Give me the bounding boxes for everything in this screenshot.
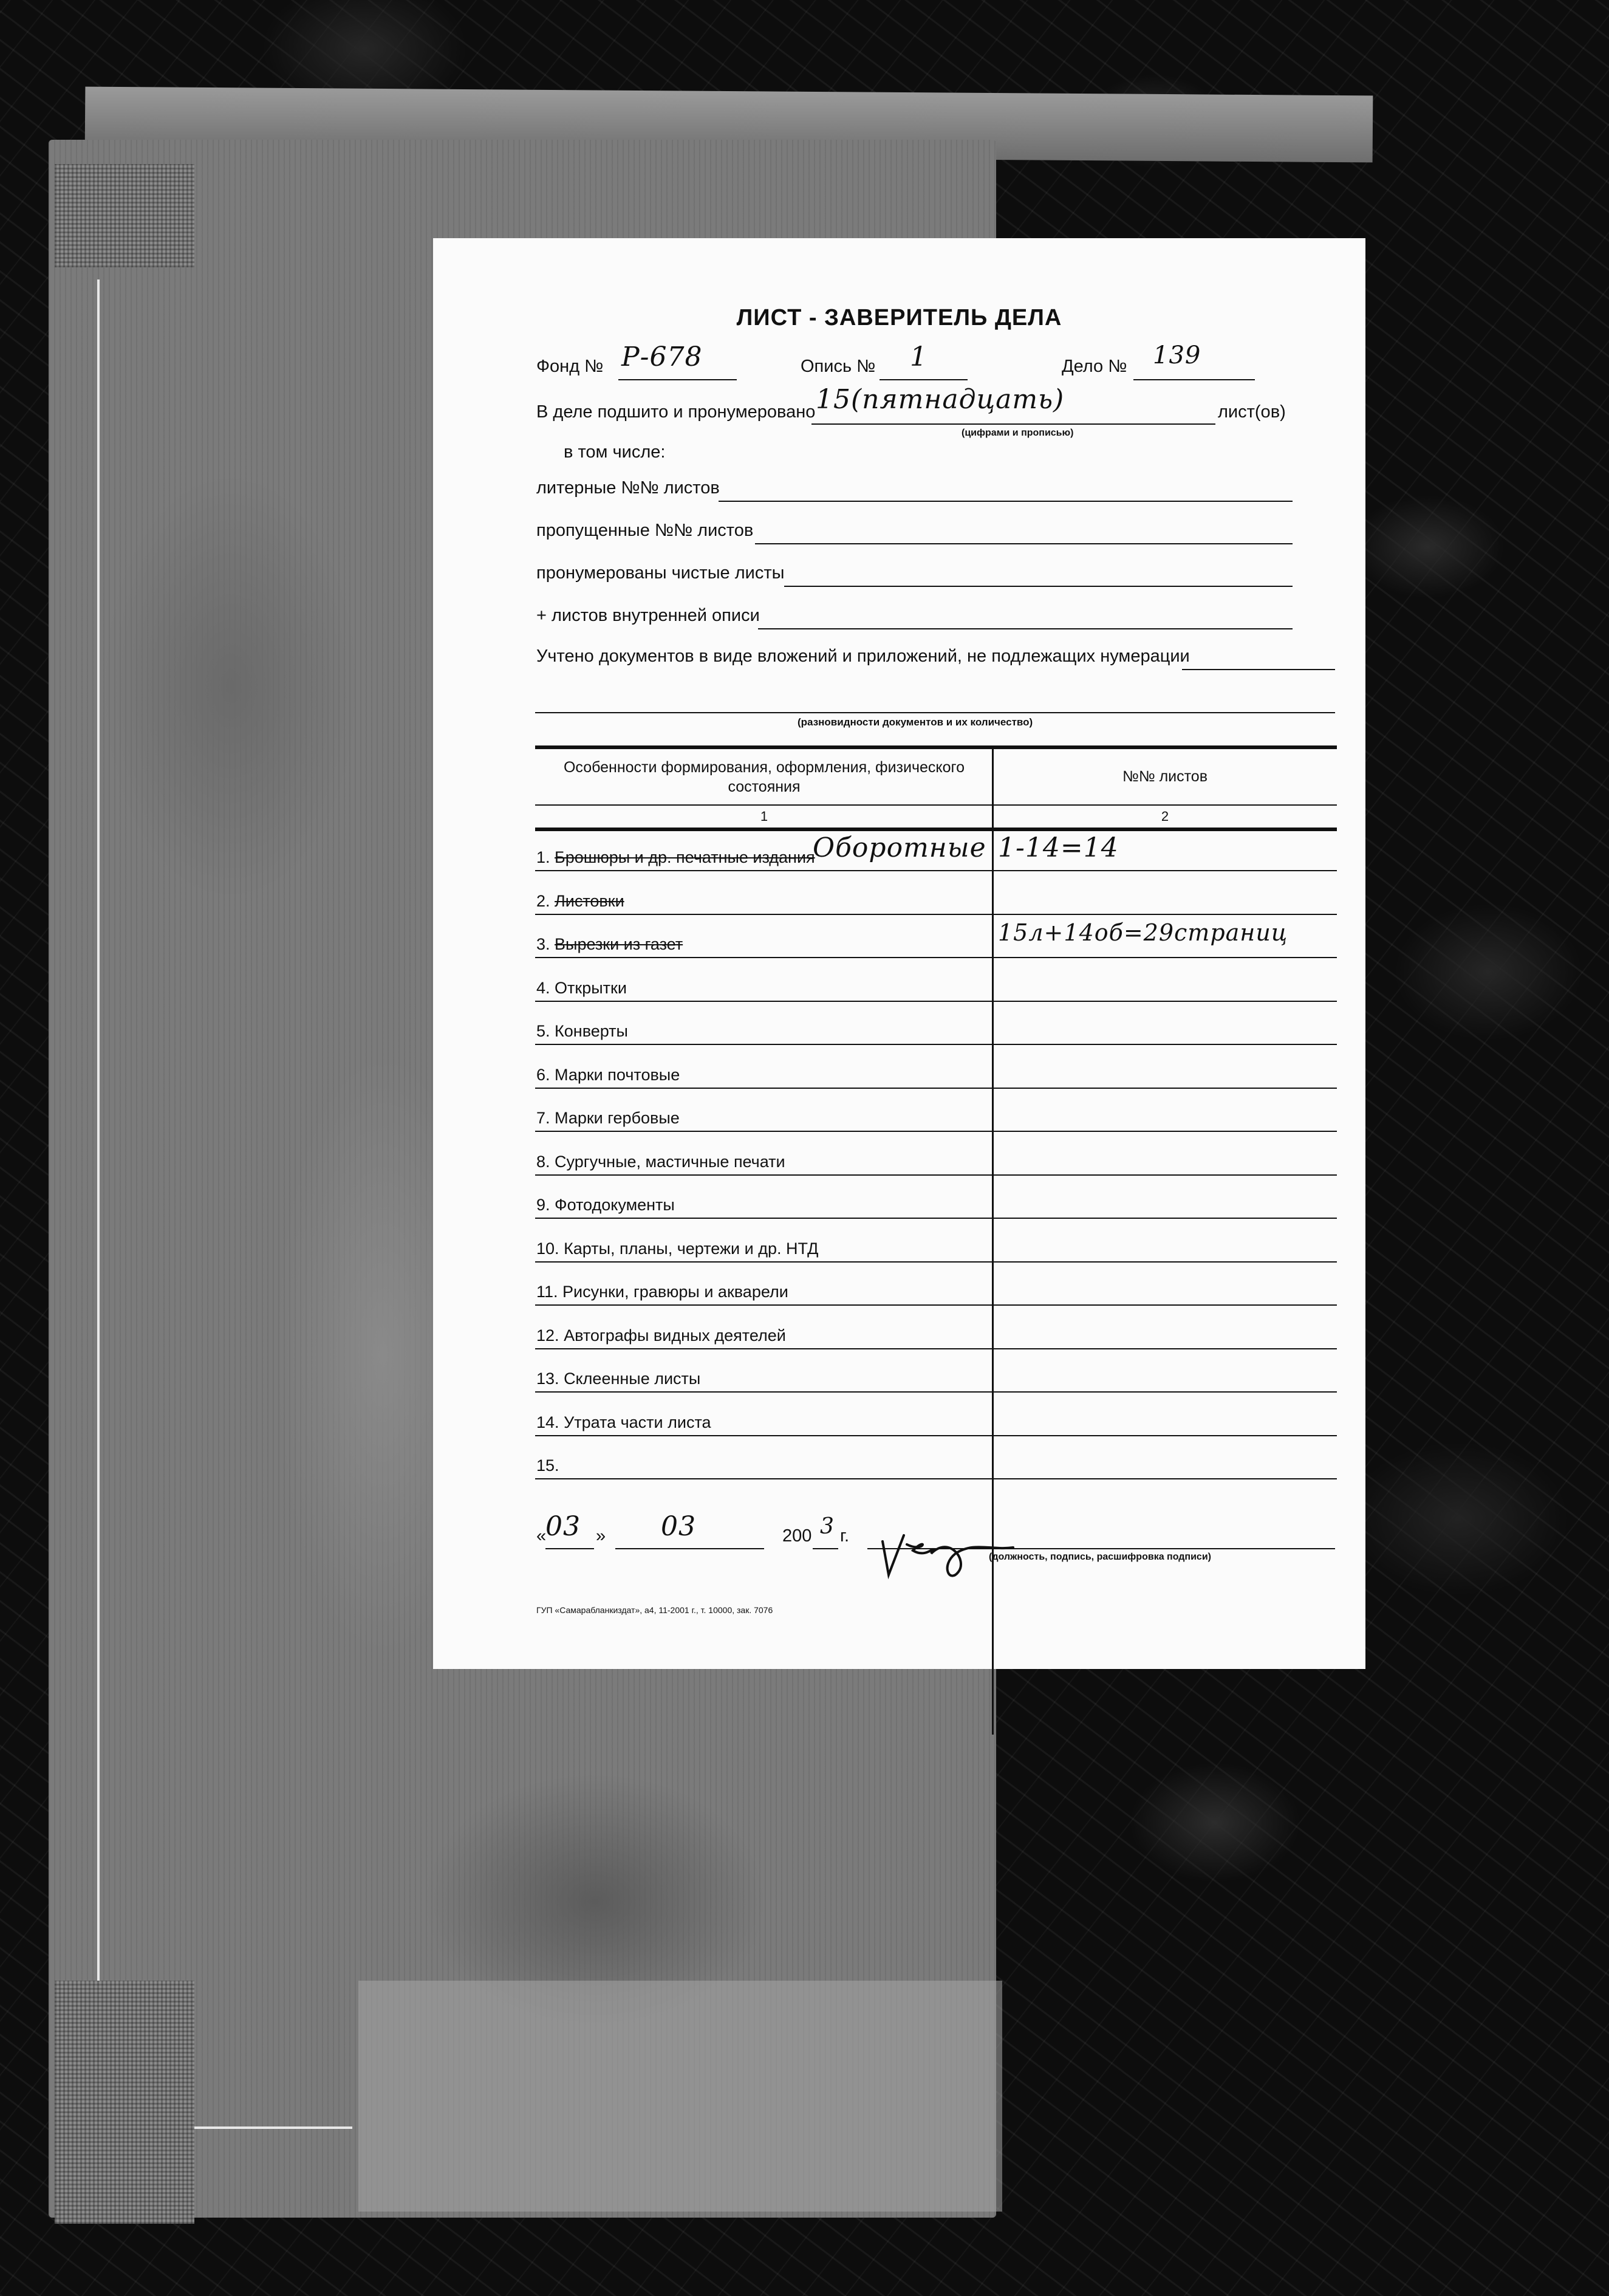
table-row-line (535, 1435, 1337, 1436)
table-row-label (536, 1283, 788, 1301)
date-day-line (545, 1548, 594, 1549)
opis-value: 1 (910, 341, 927, 372)
table-row-label (536, 1109, 680, 1128)
table-row-label (536, 1326, 786, 1345)
board-edge-line (97, 279, 100, 2139)
table-row-line (535, 1304, 1337, 1306)
table-row-line (535, 1088, 1337, 1089)
attached-docs-line-2 (535, 712, 1335, 713)
table-row-number: 13. (536, 1369, 559, 1388)
literal-sheets-line (719, 501, 1293, 502)
inner-inventory-line (758, 628, 1293, 629)
table-row-line (535, 1348, 1337, 1349)
delo-label: Дело № (1062, 357, 1127, 376)
table-top-border (535, 745, 1337, 749)
col2-header: №№ листов (1122, 768, 1208, 785)
table-row-text: Фотодокументы (555, 1196, 675, 1214)
table-row-number: 4. (536, 979, 550, 997)
date-open-quote: « (536, 1526, 547, 1546)
delo-value: 139 (1153, 341, 1201, 369)
table-row-line (535, 1174, 1337, 1176)
date-month: 03 (661, 1511, 696, 1542)
inner-inventory-label: + листов внутренней описи (536, 606, 760, 625)
table-row-number: 15. (536, 1456, 559, 1475)
table-row-text: Листовки (555, 892, 624, 910)
table-row-number: 8. (536, 1153, 550, 1171)
table-row-text: Брошюры и др. печатные издания (555, 848, 815, 866)
table-row-number: 12. (536, 1326, 559, 1345)
certification-sheet (433, 238, 1365, 1669)
table-row-label (536, 1066, 680, 1085)
including-label: в том числе: (564, 442, 666, 462)
printer-footer: ГУП «Самарабланкиздат», а4, 11-2001 г., т. 10000, зак. 7076 (536, 1605, 773, 1615)
date-year-suffix: 3 (820, 1514, 835, 1539)
table-row-number: 11. (536, 1283, 558, 1301)
table-row-line (535, 1131, 1337, 1132)
table-row-number: 6. (536, 1066, 550, 1084)
table-row-line (535, 1478, 1337, 1479)
literal-sheets-label: литерные №№ листов (536, 478, 720, 498)
attached-docs-label: Учтено документов в виде вложений и приложений, не подлежащих нумерации (536, 646, 1190, 666)
sewn-hint: (цифрами и прописью) (962, 428, 1074, 438)
col2-number: 2 (1161, 809, 1169, 824)
table-row-line (535, 1044, 1337, 1045)
table-row-text: Вырезки из газет (555, 935, 683, 953)
table-row-label (536, 935, 683, 954)
attached-docs-line (1182, 669, 1335, 670)
blank-sheets-label: пронумерованы чистые листы (536, 563, 785, 583)
table-row-label (536, 1239, 818, 1258)
table-row-handwritten-label: Оборотные (813, 832, 986, 863)
date-month-line (615, 1548, 764, 1549)
table-row-sheet-numbers: 15л+14об=29страниц (998, 919, 1288, 946)
table-row-label (536, 1369, 700, 1388)
table-row-text: Сургучные, мастичные печати (555, 1153, 785, 1171)
table-row-text: Марки гербовые (555, 1109, 680, 1127)
fabric-tape-bottom (55, 1981, 194, 2224)
delo-line (1133, 379, 1255, 380)
table-row-line (535, 1391, 1337, 1393)
table-row-text: Марки почтовые (555, 1066, 680, 1084)
table-row-line (535, 914, 1337, 915)
table-row-text: Конверты (555, 1022, 628, 1040)
table-row-label (536, 1413, 711, 1432)
missed-sheets-label: пропущенные №№ листов (536, 521, 754, 540)
date-close-quote: » (596, 1526, 606, 1546)
date-day: 03 (545, 1511, 581, 1542)
opis-label: Опись № (801, 357, 876, 376)
signature-hint: (должность, подпись, расшифровка подписи) (989, 1552, 1211, 1562)
sewn-line (811, 423, 1215, 425)
table-row-label (536, 1196, 675, 1215)
table-row-label (536, 1022, 628, 1041)
table-row-text: Автографы видных деятелей (564, 1326, 786, 1345)
table-row-sheet-numbers: 1-14=14 (998, 832, 1119, 863)
table-row-label (536, 848, 815, 867)
table-row-text: Рисунки, гравюры и акварели (562, 1283, 788, 1301)
table-row-line (535, 870, 1337, 871)
table-subheader-border (535, 828, 1337, 831)
table-row-number: 1. (536, 848, 550, 866)
table-row-text: Склеенные листы (564, 1369, 701, 1388)
date-year-prefix: 200 (782, 1526, 812, 1546)
table-column-divider (992, 747, 994, 1735)
table-row-label (536, 979, 627, 998)
table-row-line (535, 957, 1337, 958)
table-header-line (535, 804, 1337, 806)
table-row-line (535, 1218, 1337, 1219)
fond-line (618, 379, 737, 380)
missed-sheets-line (755, 543, 1293, 544)
opis-line (880, 379, 968, 380)
table-row-line (535, 1261, 1337, 1263)
date-year-end: г. (840, 1526, 850, 1546)
handwritten-signature (870, 1517, 1016, 1584)
col1-header: Особенности формирования, оформления, физического состояния (563, 759, 965, 795)
table-row-label (536, 1456, 559, 1475)
table-row-number: 5. (536, 1022, 550, 1040)
attached-docs-hint: (разновидности документов и их количество) (798, 716, 1033, 728)
table-row-line (535, 1001, 1337, 1002)
col1-number: 1 (760, 809, 768, 824)
fond-label: Фонд № (536, 357, 604, 376)
sewn-label: В деле подшито и пронумеровано (536, 402, 816, 422)
table-row-label (536, 892, 624, 911)
form-title: ЛИСТ - ЗАВЕРИТЕЛЬ ДЕЛА (736, 305, 1062, 331)
table-row-number: 2. (536, 892, 550, 910)
fond-value: Р-678 (621, 341, 703, 372)
table-row-number: 7. (536, 1109, 550, 1127)
table-row-label (536, 1153, 785, 1171)
lower-worn-sheet (358, 1981, 1002, 2212)
table-row-number: 10. (536, 1239, 559, 1258)
sewn-value: 15(пятнадцать) (816, 384, 1065, 415)
sewn-suffix: лист(ов) (1218, 402, 1286, 422)
table-row-text: Утрата части листа (564, 1413, 711, 1431)
table-row-text: Карты, планы, чертежи и др. НТД (564, 1239, 819, 1258)
fabric-tape-top (55, 164, 194, 267)
table-row-number: 3. (536, 935, 550, 953)
date-year-line (813, 1548, 838, 1549)
table-row-text: Открытки (555, 979, 627, 997)
blank-sheets-line (784, 586, 1293, 587)
table-row-number: 14. (536, 1413, 559, 1431)
table-row-number: 9. (536, 1196, 550, 1214)
